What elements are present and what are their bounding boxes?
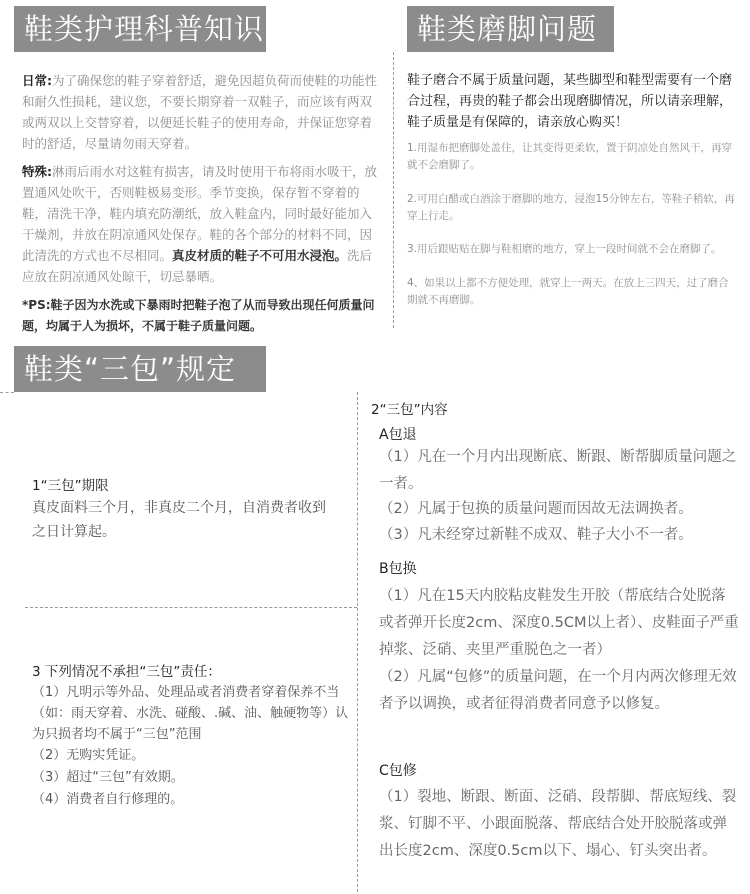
bottom-divider [357,392,358,892]
daily-text: 为了确保您的鞋子穿着舒适，避免因超负荷而使鞋的功能性和耐久性损耗，建议您，不要长期穿着一双鞋子，而应该有两双或两双以上交替穿着，以便延长鞋子的使用寿命，并保证您穿着时的舒适，尽量请勿雨天穿着。 [22,73,378,151]
content-a-1: （1）凡在一个月内出现断底、断跟、断帮脚质量问题之一者。 [379,449,737,492]
daily-label: 日常: [22,73,52,88]
warranty-title-banner [14,346,266,392]
exclusion-1: （1）凡明示等外品、处理品或者消费者穿着保养不当（如：雨天穿着、水洗、碰酸、.碱、油、触硬物等）认为只损者均不属于“三包”范围 [32,685,349,742]
content-a-title: A包退 [379,427,417,443]
blister-tip-1: 1.用湿布把磨脚处盖住，让其变得更柔软，置于阴凉处自然风干，再穿就不会磨脚了。 [407,142,733,171]
warranty-title: 鞋类“三包”规定 [24,351,237,386]
blister-intro: 鞋子磨合不属于质量问题，某些脚型和鞋型需要有一个磨合过程，再贵的鞋子都会出现磨脚情况，所以请亲理解，鞋子质量是有保障的，请亲放心购买！ [407,73,733,130]
care-ps: *PS:鞋子因为水洗或下暴雨时把鞋子泡了从而导致出现任何质量问题，均属于人为损坏，不属于鞋子质量问题。 [22,298,375,333]
content-b-2: （2）凡属“包修”的质量问题，在一个月内两次修理无效者予以调换，或者征得消费者同意予以修复。 [379,669,737,712]
content-b-title: B包换 [379,561,417,577]
care-daily [22,70,380,154]
blister-title: 鞋类磨脚问题 [417,11,598,46]
top-divider [393,52,394,328]
content-c-title: C包修 [379,763,417,779]
period-text: 真皮面料三个月，非真皮二个月，自消费者收到之日计算起。 [32,500,326,540]
blister-tip-2: 2.可用白醋或白酒涂于磨脚的地方，浸泡15分钟左右，等鞋子稍软，再穿上行走。 [407,193,735,222]
blister-tip-3: 3.用后跟贴贴在脚与鞋相磨的地方，穿上一段时间就不会在磨脚了。 [407,243,722,255]
bottom-left-rule [0,392,14,393]
content-c-1: （1）裂地、断跟、断面、泛硝、段帮脚、帮底短线、裂浆、钉脚不平、小跟面脱落、帮底结合处开胶脱落或弹出长度2cm、深度0.5cm以下、塌心、钉头突出者。 [379,789,737,859]
blister-title-banner [407,6,614,52]
content-a-3: （3）凡未经穿过新鞋不成双、鞋子大小不一者。 [379,527,693,543]
blister-tip-4: 4、如果以上都不方便处理，就穿上一两天。在放上三四天，过了磨合期就不再磨脚。 [407,277,729,306]
left-section-divider [25,607,357,608]
care-special [22,161,380,287]
content-a-2: （2）凡属于包换的质量问题而因故无法调换者。 [379,501,693,517]
content-heading: 2“三包”内容 [371,402,448,418]
content-b-1: （1）凡在15天内胶粘皮鞋发生开胶（帮底结合处脱落或者弹开长度2cm、深度0.5CM以上者）、皮鞋面子严重掉浆、泛硝、夹里严重脱色之一者） [379,588,739,658]
exclusions-heading: 3 下列情况不承担“三包”责任： [32,664,221,680]
exclusion-3: （3）超过“三包”有效期。 [32,770,184,785]
care-title-banner [14,6,266,52]
exclusion-2: （2）无购实凭证。 [32,748,145,763]
exclusion-4: （4）消费者自行修理的。 [32,792,184,807]
special-label: 特殊: [22,164,52,179]
special-bold: 真皮材质的鞋子不可用水浸泡。 [172,248,348,263]
period-heading: 1“三包”期限 [32,478,109,494]
care-title: 鞋类护理科普知识 [24,11,265,46]
special-text: 淋雨后雨水对这鞋有损害，请及时使用干布将雨水吸干，放置通风处吹干，否则鞋极易变形。季节变换，保存暂不穿着的鞋，清洗干净，鞋内填充防潮纸，放入鞋盒内，同时最好能加入干燥剂，并放在阴凉通风处保存。鞋的各个部分的材料不同，因此清洗的方式也不尽相同。 [22,164,378,263]
special-tail: 洗后应放在阴凉通风处晾干，切忌暴晒。 [22,248,373,284]
